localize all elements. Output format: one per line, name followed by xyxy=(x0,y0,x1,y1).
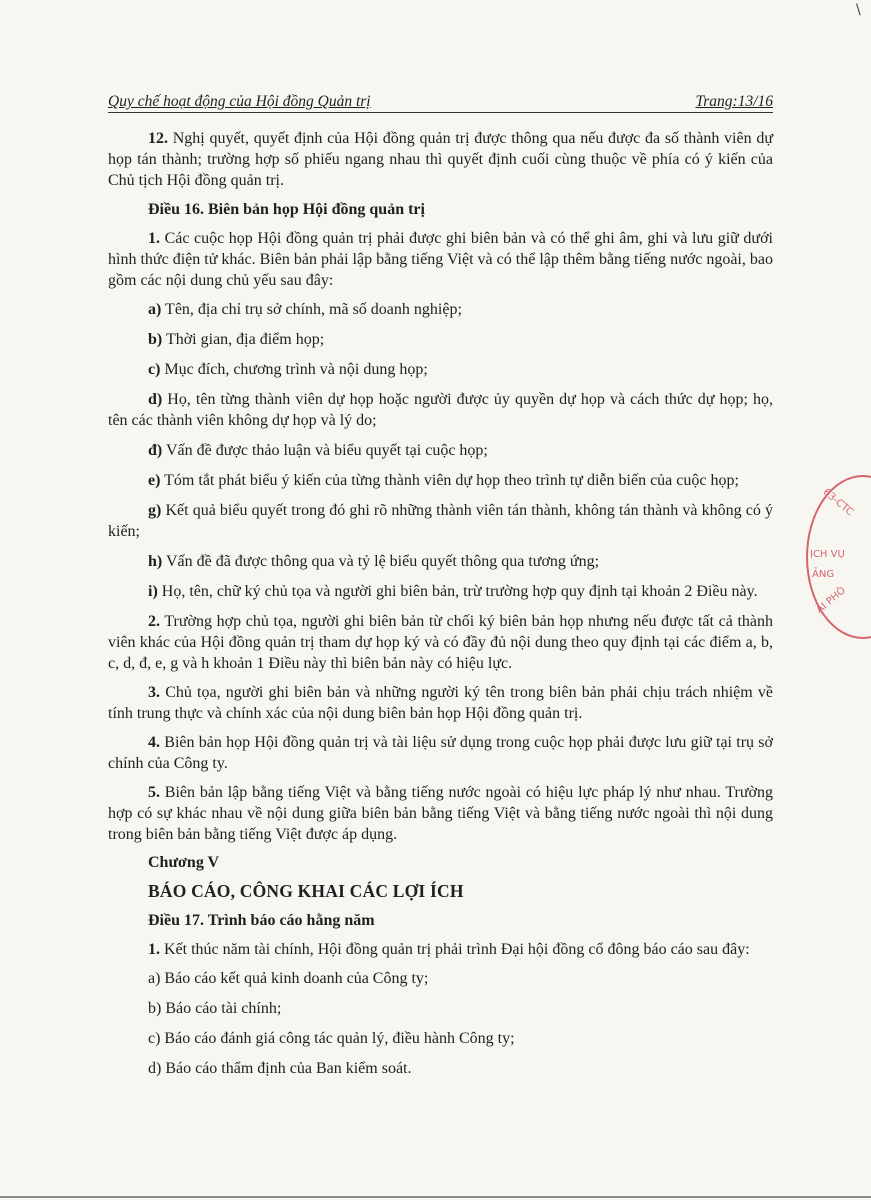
list-item: c) Báo cáo đánh giá công tác quản lý, điều hành Công ty; xyxy=(148,1030,515,1047)
clause-text: Biên bản lập bằng tiếng Việt và bằng tiếng nước ngoài có hiệu lực pháp lý như nhau. Trường hợp có sự khác nhau về nội dung giữa biên bản bằng tiếng Việt và bằng tiếng nước ngoài thì nội dung trong biên bản bằng tiếng Việt được áp dụng. xyxy=(108,784,773,843)
page-header xyxy=(108,93,773,113)
list-item xyxy=(108,299,773,320)
list-item: d) Báo cáo thẩm định của Ban kiểm soát. xyxy=(148,1060,412,1077)
clause-number: 5. xyxy=(148,784,160,801)
clause-number: 4. xyxy=(148,734,160,751)
item-text: Họ, tên, chữ ký chủ tọa và người ghi biên bản, trừ trường hợp quy định tại khoản 2 Điều này. xyxy=(157,583,758,600)
item-key: đ) xyxy=(148,442,163,459)
list-item xyxy=(108,551,773,572)
stamp-text: ỊCH VỤ xyxy=(810,549,845,560)
item-text: Tên, địa chỉ trụ sở chính, mã số doanh nghiệp; xyxy=(161,301,462,318)
red-seal-stamp xyxy=(806,475,871,639)
paragraph-12 xyxy=(108,128,773,191)
clause-text: Kết thúc năm tài chính, Hội đồng quản trị phải trình Đại hội đồng cổ đông báo cáo sau đây: xyxy=(160,941,750,958)
item-key: b) xyxy=(148,331,163,348)
stamp-text: 63-CTC xyxy=(820,486,856,519)
clause-number: 1. xyxy=(148,941,160,958)
item-text: Họ, tên từng thành viên dự họp hoặc người được ủy quyền dự họp và cách thức dự họp; họ, tên các thành viên không dự họp và lý do; xyxy=(108,391,773,429)
chapter-title: BÁO CÁO, CÔNG KHAI CÁC LỢI ÍCH xyxy=(148,881,464,901)
article-16-clause-4 xyxy=(108,732,773,774)
article-16-clause-2 xyxy=(108,611,773,674)
item-text: Mục đích, chương trình và nội dung họp; xyxy=(160,361,428,378)
article-17-title: Điều 17. Trình báo cáo hằng năm xyxy=(148,912,375,929)
item-key: h) xyxy=(148,553,163,570)
list-item: b) Báo cáo tài chính; xyxy=(148,1000,282,1017)
item-key: d) xyxy=(148,391,163,408)
article-16-clause-5 xyxy=(108,782,773,845)
page-number: Trang:13/16 xyxy=(695,93,773,110)
list-item xyxy=(108,389,773,431)
clause-number: 12. xyxy=(148,130,168,147)
clause-number: 2. xyxy=(148,613,160,630)
item-text: Vấn đề được thảo luận và biểu quyết tại cuộc họp; xyxy=(162,442,488,459)
item-key: a) xyxy=(148,301,162,318)
bottom-divider xyxy=(0,1196,871,1198)
article-17-clause-1 xyxy=(108,939,773,960)
list-item xyxy=(108,470,773,491)
clause-text: Nghị quyết, quyết định của Hội đồng quản trị được thông qua nếu được đa số thành viên dự họp tán thành; trường hợp số phiếu ngang nhau thì quyết định cuối cùng thuộc về phía có ý kiến của Chủ tịch Hội đồng quản trị. xyxy=(108,130,773,189)
item-key: i) xyxy=(148,583,158,600)
corner-mark: \ xyxy=(856,2,861,18)
clause-number: 3. xyxy=(148,684,160,701)
item-text: Thời gian, địa điểm họp; xyxy=(162,331,325,348)
article-16-clause-3 xyxy=(108,682,773,724)
item-key: g) xyxy=(148,502,162,519)
clause-text: Trường hợp chủ tọa, người ghi biên bản từ chối ký biên bản họp nhưng nếu được tất cả thành viên khác của Hội đồng quản trị tham dự họp ký và có đầy đủ nội dung theo quy định tại các điểm a, b, c, d, đ, e, g và h khoản 1 Điều này thì biên bản này có hiệu lực. xyxy=(108,613,773,672)
item-key: c) xyxy=(148,361,161,378)
clause-text: Chủ tọa, người ghi biên bản và những người ký tên trong biên bản phải chịu trách nhiệm về tính trung thực và chính xác của nội dung biên bản họp Hội đồng quản trị. xyxy=(108,684,773,722)
header-title: Quy chế hoạt động của Hội đồng Quản trị xyxy=(108,93,371,110)
stamp-text: ẢI PHÒ xyxy=(814,585,848,616)
article-16-title: Điều 16. Biên bản họp Hội đồng quản trị xyxy=(148,201,425,218)
list-item xyxy=(108,440,773,461)
document-body xyxy=(108,128,773,1088)
article-16-clause-1 xyxy=(108,228,773,291)
list-item xyxy=(108,359,773,380)
list-item xyxy=(108,581,773,602)
clause-text: Các cuộc họp Hội đồng quản trị phải được ghi biên bản và có thể ghi âm, ghi và lưu giữ dưới hình thức điện tử khác. Biên bản phải lập bằng tiếng Việt và có thể lập thêm bằng tiếng nước ngoài, bao gồm các nội dung chủ yếu sau đây: xyxy=(108,230,773,289)
clause-number: 1. xyxy=(148,230,160,247)
item-text: Vấn đề đã được thông qua và tỷ lệ biểu quyết thông qua tương ứng; xyxy=(162,553,600,570)
clause-text: Biên bản họp Hội đồng quản trị và tài liệu sử dụng trong cuộc họp phải được lưu giữ tại trụ sở chính của Công ty. xyxy=(108,734,773,772)
stamp-text: ẢNG xyxy=(812,569,835,580)
list-item xyxy=(108,329,773,350)
list-item xyxy=(108,500,773,542)
chapter-label: Chương V xyxy=(148,854,220,871)
item-key: e) xyxy=(148,472,161,489)
item-text: Kết quả biểu quyết trong đó ghi rõ những thành viên tán thành, không tán thành và không có ý kiến; xyxy=(108,502,773,540)
item-text: Tóm tắt phát biểu ý kiến của từng thành viên dự họp theo trình tự diễn biến của cuộc họp; xyxy=(160,472,739,489)
list-item: a) Báo cáo kết quả kinh doanh của Công ty; xyxy=(148,970,429,987)
